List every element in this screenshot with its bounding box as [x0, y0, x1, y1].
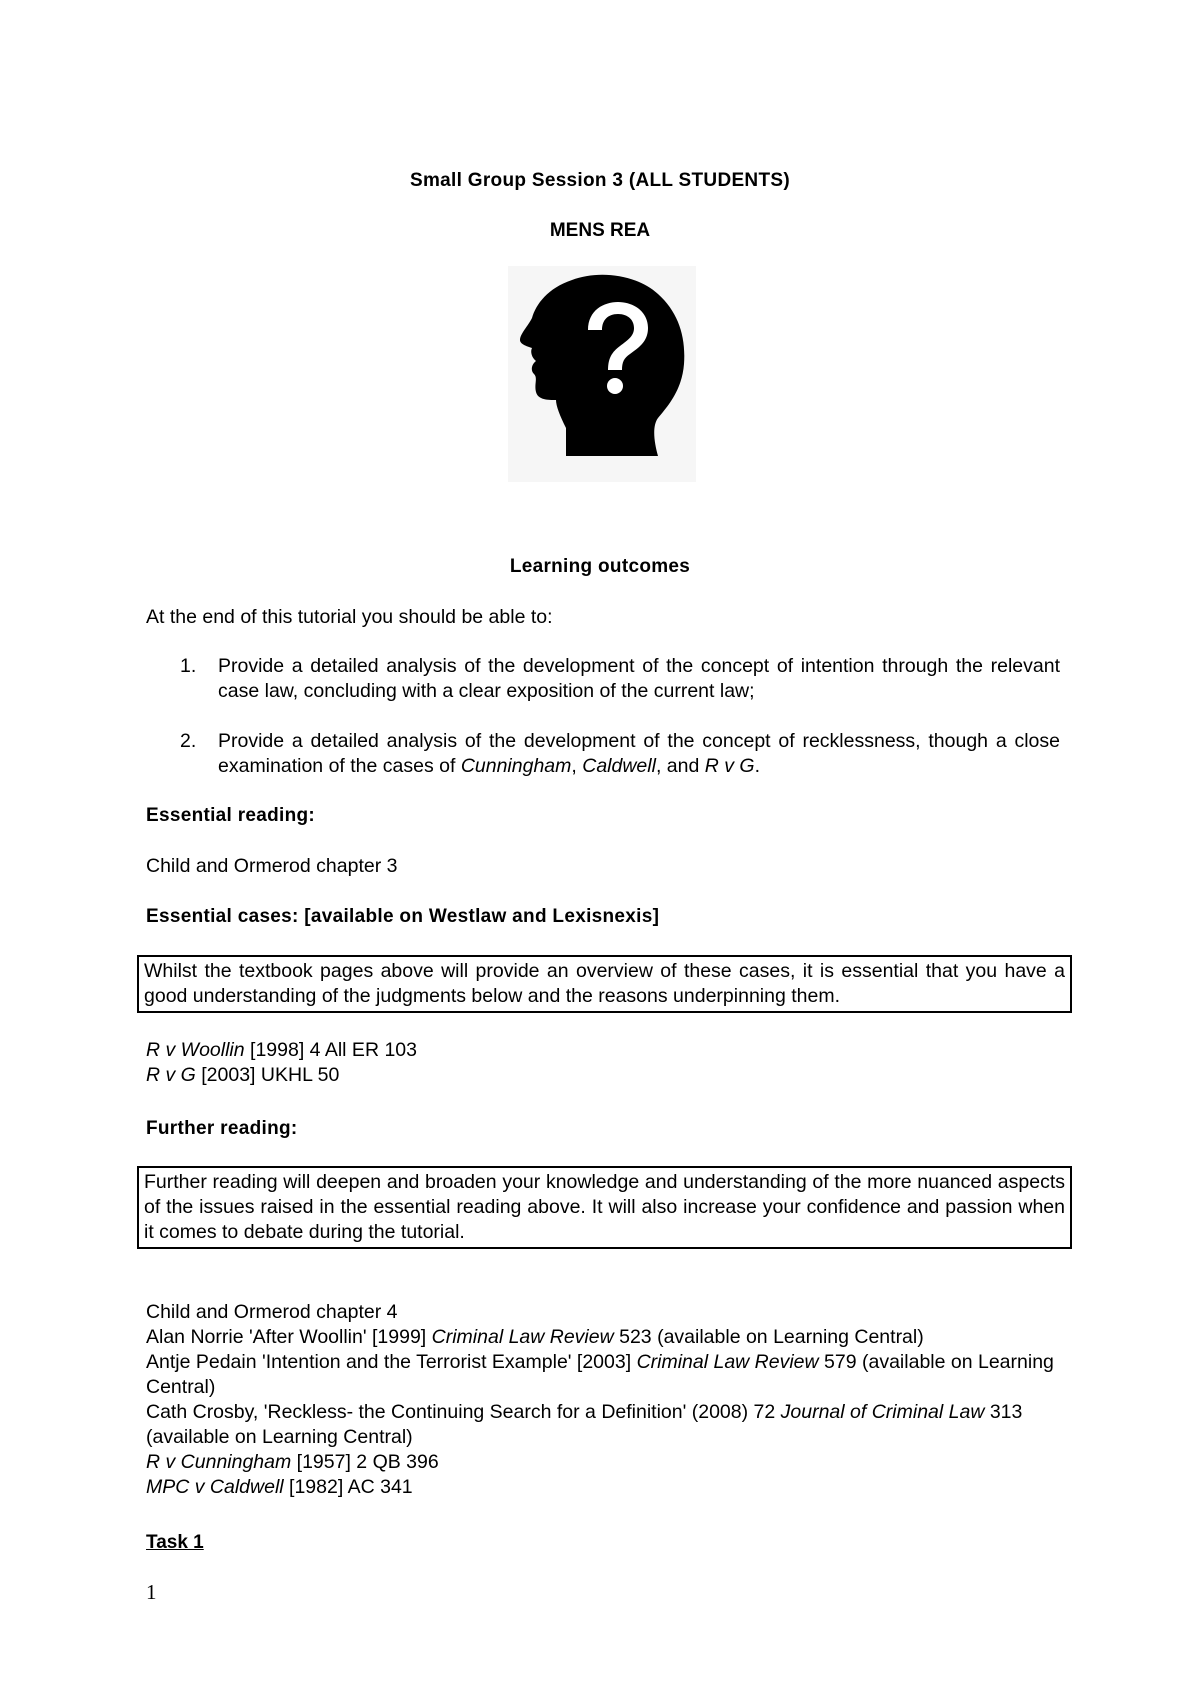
- task-heading: Task 1: [146, 1532, 204, 1553]
- head-question-mark-icon: [508, 266, 696, 482]
- essential-reading-heading: Essential reading:: [146, 805, 316, 826]
- reading-item: [146, 1400, 1060, 1450]
- further-reading-list: [146, 1300, 1060, 1500]
- case-cite: [1982] AC 341: [283, 1476, 413, 1498]
- essential-cases-list: [146, 1038, 1060, 1088]
- further-reading-heading: Further reading:: [146, 1118, 298, 1139]
- list-item-number: 2.: [180, 730, 197, 752]
- case-name: MPC v Caldwell: [146, 1476, 284, 1498]
- separator: , and: [655, 755, 705, 777]
- reading-text: 313 (available on Learning Central): [146, 1401, 1023, 1448]
- list-item-text: Provide a detailed analysis of the development of the concept of intention through the relevant case law, concluding with a clear exposition of the current law;: [218, 655, 1060, 702]
- reading-text: Alan Norrie 'After Woollin' [1999]: [146, 1326, 432, 1348]
- list-item: [146, 654, 1060, 704]
- essential-reading-text: Child and Ormerod chapter 3: [146, 855, 398, 877]
- learning-outcomes-heading: Learning outcomes: [509, 556, 691, 577]
- case-name: R v G: [146, 1064, 196, 1086]
- case-name: R v Cunningham: [146, 1451, 292, 1473]
- learning-outcomes-intro: At the end of this tutorial you should be able to:: [146, 606, 553, 628]
- case-name: Cunningham: [460, 755, 572, 777]
- reading-item: [146, 1450, 1060, 1475]
- list-item: [146, 729, 1060, 779]
- document-subtitle: MENS REA: [549, 220, 651, 241]
- learning-outcomes-list: [146, 654, 1060, 779]
- page-number: 1: [146, 1580, 157, 1604]
- reading-item: [146, 1350, 1060, 1400]
- reading-item: Child and Ormerod chapter 4: [146, 1301, 398, 1323]
- case-name: Caldwell: [582, 755, 656, 777]
- reading-text: Antje Pedain 'Intention and the Terrorist Example' [2003]: [146, 1351, 637, 1373]
- case-citation: [146, 1063, 1060, 1088]
- journal-name: Criminal Law Review: [636, 1351, 819, 1373]
- separator: .: [754, 755, 760, 777]
- list-item-text: Provide a detailed analysis of the development of the concept of recklessness, though a close examination of the cases of: [218, 730, 1060, 777]
- case-cite: [1998] 4 All ER 103: [244, 1039, 417, 1061]
- separator: ,: [571, 755, 583, 777]
- journal-name: Criminal Law Review: [431, 1326, 614, 1348]
- further-reading-note-box: Further reading will deepen and broaden your knowledge and understanding of the more nuanced aspects of the issues raised in the essential reading above. It will also increase your confidence and passion when it comes to debate during the tutorial.: [137, 1166, 1072, 1249]
- case-cite: [1957] 2 QB 396: [291, 1451, 439, 1473]
- case-citation: [146, 1038, 1060, 1063]
- reading-text: Cath Crosby, 'Reckless- the Continuing Search for a Definition' (2008) 72: [146, 1401, 781, 1423]
- reading-text: 579 (available on Learning Central): [146, 1351, 1054, 1398]
- document-title: Small Group Session 3 (ALL STUDENTS): [410, 170, 790, 191]
- case-name: R v Woollin: [146, 1039, 245, 1061]
- case-cite: [2003] UKHL 50: [195, 1064, 340, 1086]
- reading-item: [146, 1325, 1060, 1350]
- reading-item: [146, 1475, 1060, 1500]
- essential-cases-note-box: Whilst the textbook pages above will provide an overview of these cases, it is essential that you have a good understanding of the judgments below and the reasons underpinning them.: [137, 955, 1072, 1013]
- essential-cases-heading: Essential cases: [available on Westlaw and Lexisnexis]: [146, 906, 660, 927]
- case-name: R v G: [704, 755, 755, 777]
- journal-name: Journal of Criminal Law: [780, 1401, 985, 1423]
- reading-text: 523 (available on Learning Central): [613, 1326, 924, 1348]
- list-item-number: 1.: [180, 655, 197, 677]
